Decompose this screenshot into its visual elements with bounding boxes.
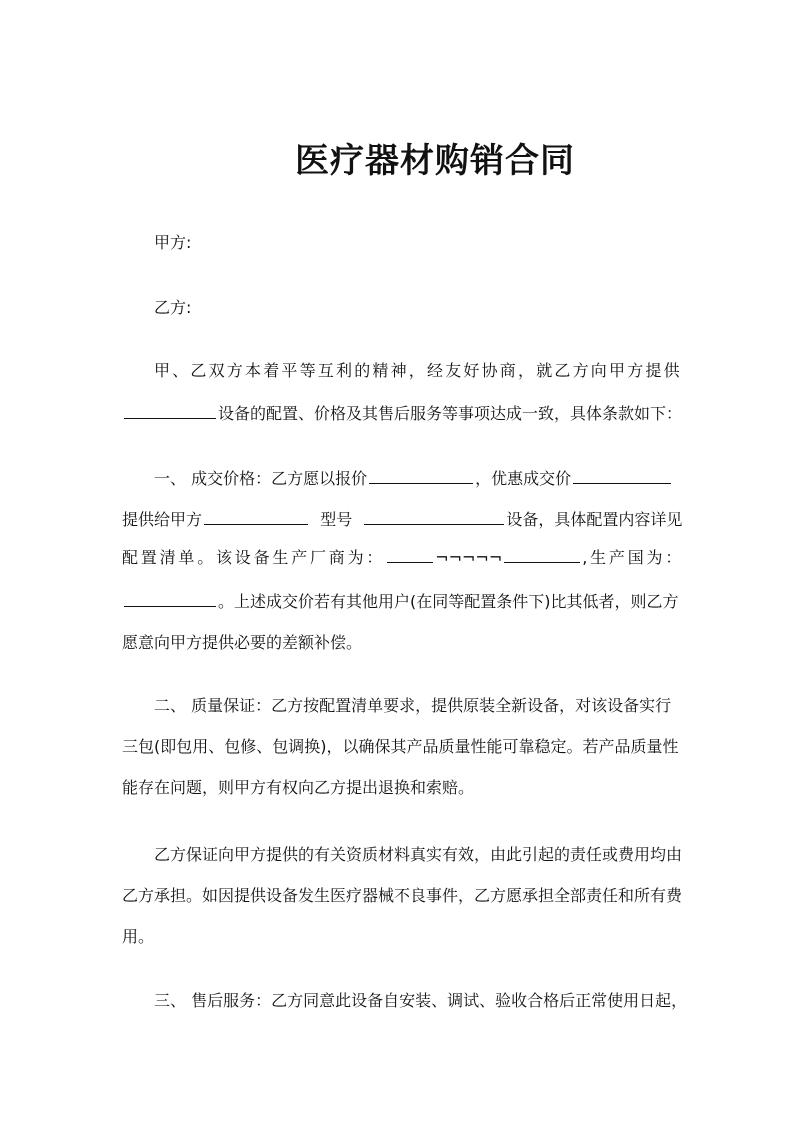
para-b-line-3: 用。 <box>122 927 155 946</box>
party-a-label: 甲方: <box>154 233 192 252</box>
section2-line-3: 能存在问题，则甲方有权向乙方提出退换和索赔。 <box>122 778 475 797</box>
section2-line-1: 二、 质量保证：乙方按配置清单要求，提供原装全新设备，对该设备实行 <box>154 696 672 715</box>
intro-line-1: 甲、乙双方本着平等互利的精神，经友好协商，就乙方向甲方提供 <box>154 361 682 380</box>
para-b-line-1: 乙方保证向甲方提供的有关资质材料真实有效，由此引起的责任或费用均由 <box>154 845 683 864</box>
section1-line-1: 一、 成交价格：乙方愿以报价 ，优惠成交价 <box>154 467 673 491</box>
section2-line-2: 三包(即包用、包修、包调换)，以确保其产品质量性能可靠稳定。若产品质量性 <box>122 737 679 756</box>
section1-line-2: 提供给甲方 型号 设备，具体配置内容详见 <box>122 510 683 529</box>
blank-manufacturer-2[interactable] <box>504 547 580 563</box>
blank-quoted-price[interactable] <box>369 468 473 484</box>
intro-line-2: 设备的配置、价格及其售后服务等事项达成一致，具体条款如下： <box>122 402 682 426</box>
section1-line-3: 配置清单。该设备生产厂商为： ¬¬¬¬¬ ,生产国为： <box>122 548 685 567</box>
blank-model[interactable] <box>364 509 504 525</box>
section1-line-4: 。上述成交价若有其他用户(在同等配置条件下)比其低者，则乙方 <box>122 590 679 614</box>
party-b-label: 乙方: <box>154 298 192 317</box>
blank-deal-price[interactable] <box>573 468 671 484</box>
document-title: 医疗器材购销合同 <box>295 141 575 181</box>
section1-line-5: 愿意向甲方提供必要的差额补偿。 <box>122 633 363 652</box>
section3-line-1: 三、 售后服务：乙方同意此设备自安装、调试、验收合格后正常使用日起， <box>154 991 688 1010</box>
blank-supply[interactable] <box>204 509 308 525</box>
blank-device-name[interactable] <box>124 403 216 419</box>
blank-manufacturer[interactable] <box>387 547 433 563</box>
blank-country[interactable] <box>124 591 216 607</box>
para-b-line-2: 乙方承担。如因提供设备发生医疗器械不良事件，乙方愿承担全部责任和所有费 <box>122 886 683 905</box>
